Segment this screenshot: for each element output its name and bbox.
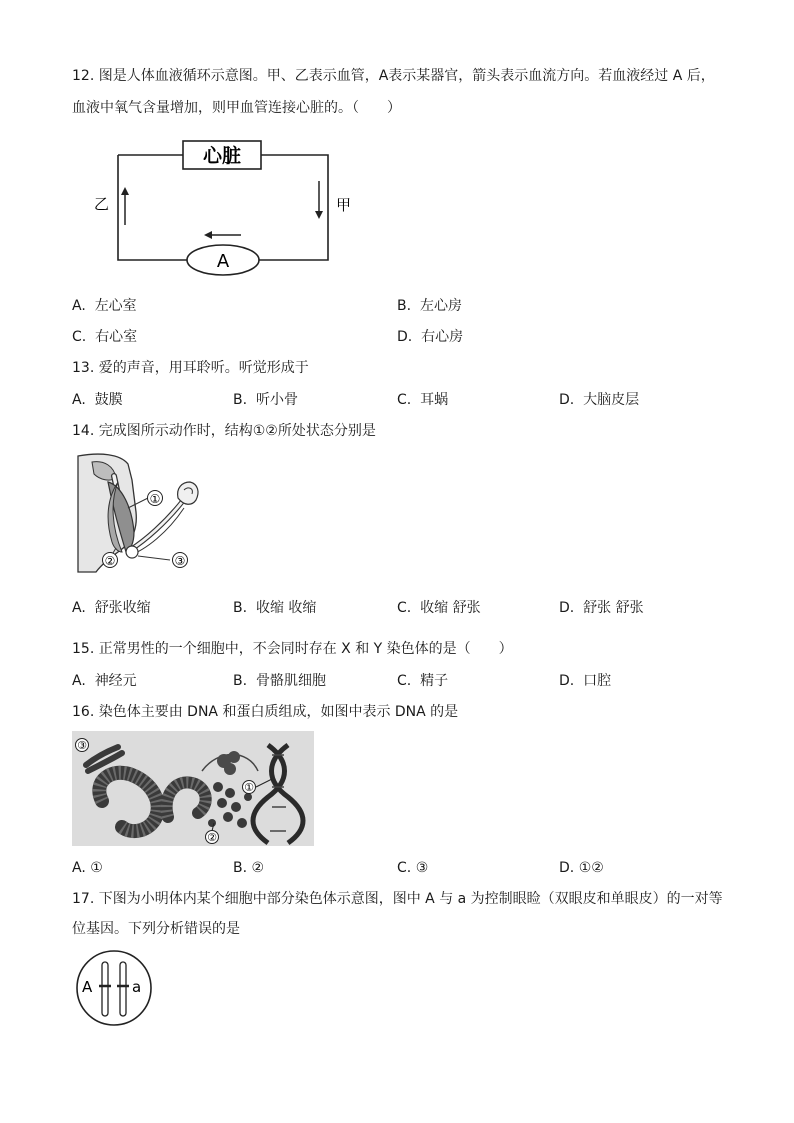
q12-stem-line2: 血液中氧气含量增加，则甲血管连接心脏的。（ ） bbox=[72, 100, 401, 116]
q12-option-a[interactable]: A. 左心室 bbox=[72, 298, 137, 314]
q16-stem: 16. 染色体主要由 DNA 和蛋白质组成，如图中表示 DNA 的是 bbox=[72, 704, 459, 720]
q15-option-b[interactable]: B. 骨骼肌细胞 bbox=[233, 673, 326, 689]
q13-stem: 13. 爱的声音，用耳聆听。听觉形成于 bbox=[72, 360, 309, 376]
label-3: ③ bbox=[174, 554, 186, 568]
q14-option-d[interactable]: D. 舒张 舒张 bbox=[559, 600, 644, 616]
q12-option-c[interactable]: C. 右心室 bbox=[72, 329, 138, 345]
label-1: ① bbox=[244, 781, 254, 794]
q16-option-c[interactable]: C. ③ bbox=[397, 860, 429, 876]
hand-shape bbox=[178, 482, 198, 504]
q14-option-c[interactable]: C. 收缩 舒张 bbox=[397, 600, 481, 616]
organ-a-label: A bbox=[216, 251, 230, 272]
elbow-joint bbox=[126, 546, 138, 558]
q15-option-d[interactable]: D. 口腔 bbox=[559, 673, 612, 689]
label-2: ② bbox=[104, 554, 116, 568]
q16-option-b[interactable]: B. ② bbox=[233, 860, 265, 876]
q17-stem-line2: 位基因。下列分析错误的是 bbox=[72, 921, 240, 937]
chromosome-left bbox=[102, 962, 108, 1016]
q14-stem: 14. 完成图所示动作时，结构①②所处状态分别是 bbox=[72, 423, 376, 439]
heart-label: 心脏 bbox=[202, 145, 242, 167]
q12-option-d[interactable]: D. 右心房 bbox=[397, 329, 464, 345]
q16-option-a[interactable]: A. ① bbox=[72, 860, 103, 876]
circulation-diagram bbox=[88, 135, 358, 280]
q15-option-a[interactable]: A. 神经元 bbox=[72, 673, 137, 689]
q12-stem-line1: 12. 图是人体血液循环示意图。甲、乙表示血管，A表示某器官，箭头表示血流方向。若血液经过 A 后， bbox=[72, 68, 715, 84]
homologous-chromosome-diagram bbox=[74, 948, 154, 1028]
q16-option-d[interactable]: D. ①② bbox=[559, 860, 604, 876]
q14-option-a[interactable]: A. 舒张收缩 bbox=[72, 600, 151, 616]
gene-a-lower-label: a bbox=[132, 978, 142, 996]
q14-option-b[interactable]: B. 收缩 收缩 bbox=[233, 600, 317, 616]
label-2: ② bbox=[207, 831, 217, 844]
q13-option-a[interactable]: A. 鼓膜 bbox=[72, 392, 123, 408]
q17-stem-line1: 17. 下图为小明体内某个细胞中部分染色体示意图，图中 A 与 a 为控制眼睑（双眼皮和单眼皮）的一对等 bbox=[72, 891, 723, 907]
q13-option-d[interactable]: D. 大脑皮层 bbox=[559, 392, 640, 408]
q12-option-b[interactable]: B. 左心房 bbox=[397, 298, 462, 314]
q13-option-c[interactable]: C. 耳蜗 bbox=[397, 392, 449, 408]
label-3: ③ bbox=[77, 739, 87, 752]
vessel-yi-label: 乙 bbox=[94, 195, 110, 213]
q15-option-c[interactable]: C. 精子 bbox=[397, 673, 449, 689]
q15-stem: 15. 正常男性的一个细胞中，不会同时存在 X 和 Y 染色体的是（ ） bbox=[72, 641, 513, 657]
chromosome-right bbox=[120, 962, 126, 1016]
gene-a-upper-label: A bbox=[82, 978, 93, 996]
q13-option-b[interactable]: B. 听小骨 bbox=[233, 392, 298, 408]
label-1: ① bbox=[149, 492, 161, 506]
arm-flexion-diagram bbox=[70, 452, 205, 574]
vessel-jia-label: 甲 bbox=[336, 196, 352, 214]
chromosome-dna-diagram bbox=[72, 731, 314, 846]
